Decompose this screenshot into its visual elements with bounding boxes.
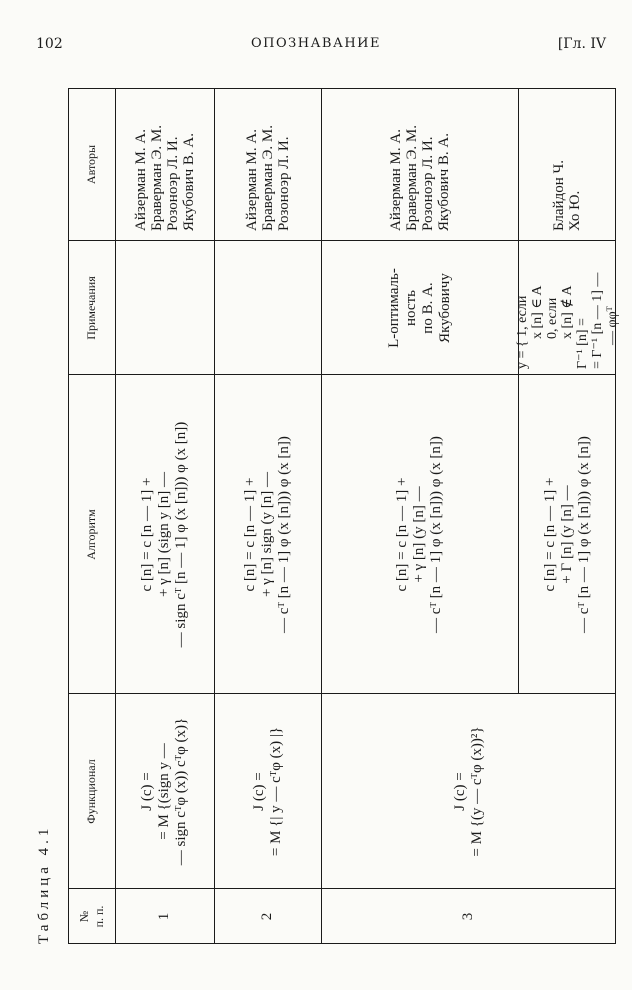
chapter-reference: [Гл. IV [557, 36, 606, 52]
functional-line: J (c) = [451, 772, 468, 811]
algorithm-line: + Γ [n] (y [n] — [558, 485, 575, 584]
note-line: по В. А. [419, 282, 436, 334]
running-title: ОПОЗНАВАНИЕ [251, 36, 381, 51]
authors-cell [321, 88, 518, 231]
note-line: y = { 1, если [514, 295, 530, 369]
author-name: Блайдон Ч. [551, 160, 567, 231]
notes-cell [321, 241, 518, 375]
header-algorithm [68, 375, 115, 694]
functional-cell [214, 694, 321, 889]
functional-line: J (c) = [139, 772, 155, 811]
header-notes [68, 241, 115, 375]
header-notes-label: Примечания [84, 276, 98, 340]
header-num-line: № [76, 910, 91, 923]
page-number: 102 [36, 36, 63, 52]
row-number [115, 889, 214, 944]
header-authors-label: Авторы [84, 144, 98, 185]
algorithm-line: + γ [n] sign (y [n] — [259, 471, 275, 598]
note-line: ность [402, 290, 419, 326]
author-name: Розоноэр Л. И. [164, 136, 181, 231]
author-name: Браверман Э. М. [148, 124, 165, 231]
algorithm-cell [115, 375, 214, 694]
author-name: Браверман Э. М. [259, 124, 276, 231]
header-functional-label: Функционал [84, 759, 98, 824]
functional-cell [115, 694, 214, 889]
algorithm-cell [214, 375, 321, 694]
note-line: x [n] ∉ A [559, 285, 575, 339]
algorithm-line: c [n] = c [n — 1] + [139, 477, 155, 592]
algorithm-line: — cᵀ [n — 1] φ (x [n])) φ (x [n]) [276, 436, 292, 633]
author-name: Якубович В. А. [180, 132, 197, 231]
algorithm-cell [518, 375, 616, 694]
functional-line: = M {(y — cᵀφ (x))²} [468, 726, 485, 857]
rotated-table [36, 88, 620, 944]
author-name: Браверман Э. М. [403, 124, 420, 231]
author-name: Айзерман М. А. [243, 129, 260, 231]
header-algorithm-label: Алгоритм [84, 509, 98, 560]
note-line: x [n] ∈ A [529, 285, 545, 339]
note-line: L-оптималь- [385, 268, 402, 348]
note-line: — φφᵀ [604, 306, 620, 345]
row-number-value: 2 [259, 912, 275, 921]
author-name: Розоноэр Л. И. [275, 136, 292, 231]
algorithm-cell [321, 375, 518, 694]
note-line: Якубовичу [436, 273, 453, 343]
functional-line: — sign cᵀφ (x)) cᵀφ (x)} [173, 717, 189, 866]
header-functional [68, 694, 115, 889]
algorithm-line: — sign cᵀ [n — 1] φ (x [n])) φ (x [n]) [173, 421, 189, 648]
authors-cell [115, 88, 214, 231]
functional-line: J (c) = [250, 772, 267, 811]
author-name: Розоноэр Л. И. [419, 136, 436, 231]
header-num-line: п. п. [91, 905, 106, 928]
note-line: = Γ⁻¹ [n — 1] — [589, 272, 605, 369]
table-caption: Таблица 4.1 [36, 824, 52, 944]
algorithm-line: c [n] = c [n — 1] + [242, 477, 258, 592]
algorithm-line: — cᵀ [n — 1] φ (x [n])) φ (x [n]) [575, 436, 592, 633]
note-line: Γ⁻¹ [n] = [574, 318, 590, 369]
row-number-value: 1 [156, 912, 172, 921]
notes-cell [514, 241, 620, 369]
functional-line: = M {(sign y — [156, 743, 172, 840]
functional-line: = M {| y — cᵀφ (x) |} [267, 726, 284, 857]
algorithm-line: — cᵀ [n — 1] φ (x [n])) φ (x [n]) [428, 436, 444, 633]
author-name: Айзерман М. А. [387, 129, 404, 231]
author-name: Якубович В. А. [435, 132, 452, 231]
algorithm-line: c [n] = c [n — 1] + [541, 477, 558, 592]
algorithm-line: + γ [n] (y [n] — [411, 486, 427, 583]
row-number [214, 889, 321, 944]
author-name: Хо Ю. [567, 190, 583, 231]
author-name: Айзерман М. А. [132, 129, 149, 231]
algorithm-line: c [n] = c [n — 1] + [394, 477, 410, 592]
algorithm-line: + γ [n] (sign y [n] — [156, 471, 172, 598]
functional-cell [321, 694, 616, 889]
authors-cell [518, 88, 616, 231]
note-line: 0, если [544, 297, 560, 339]
row-number [321, 889, 616, 944]
header-num [68, 889, 115, 944]
authors-cell [214, 88, 321, 231]
header-authors [68, 88, 115, 241]
row-number-value: 3 [460, 912, 476, 921]
